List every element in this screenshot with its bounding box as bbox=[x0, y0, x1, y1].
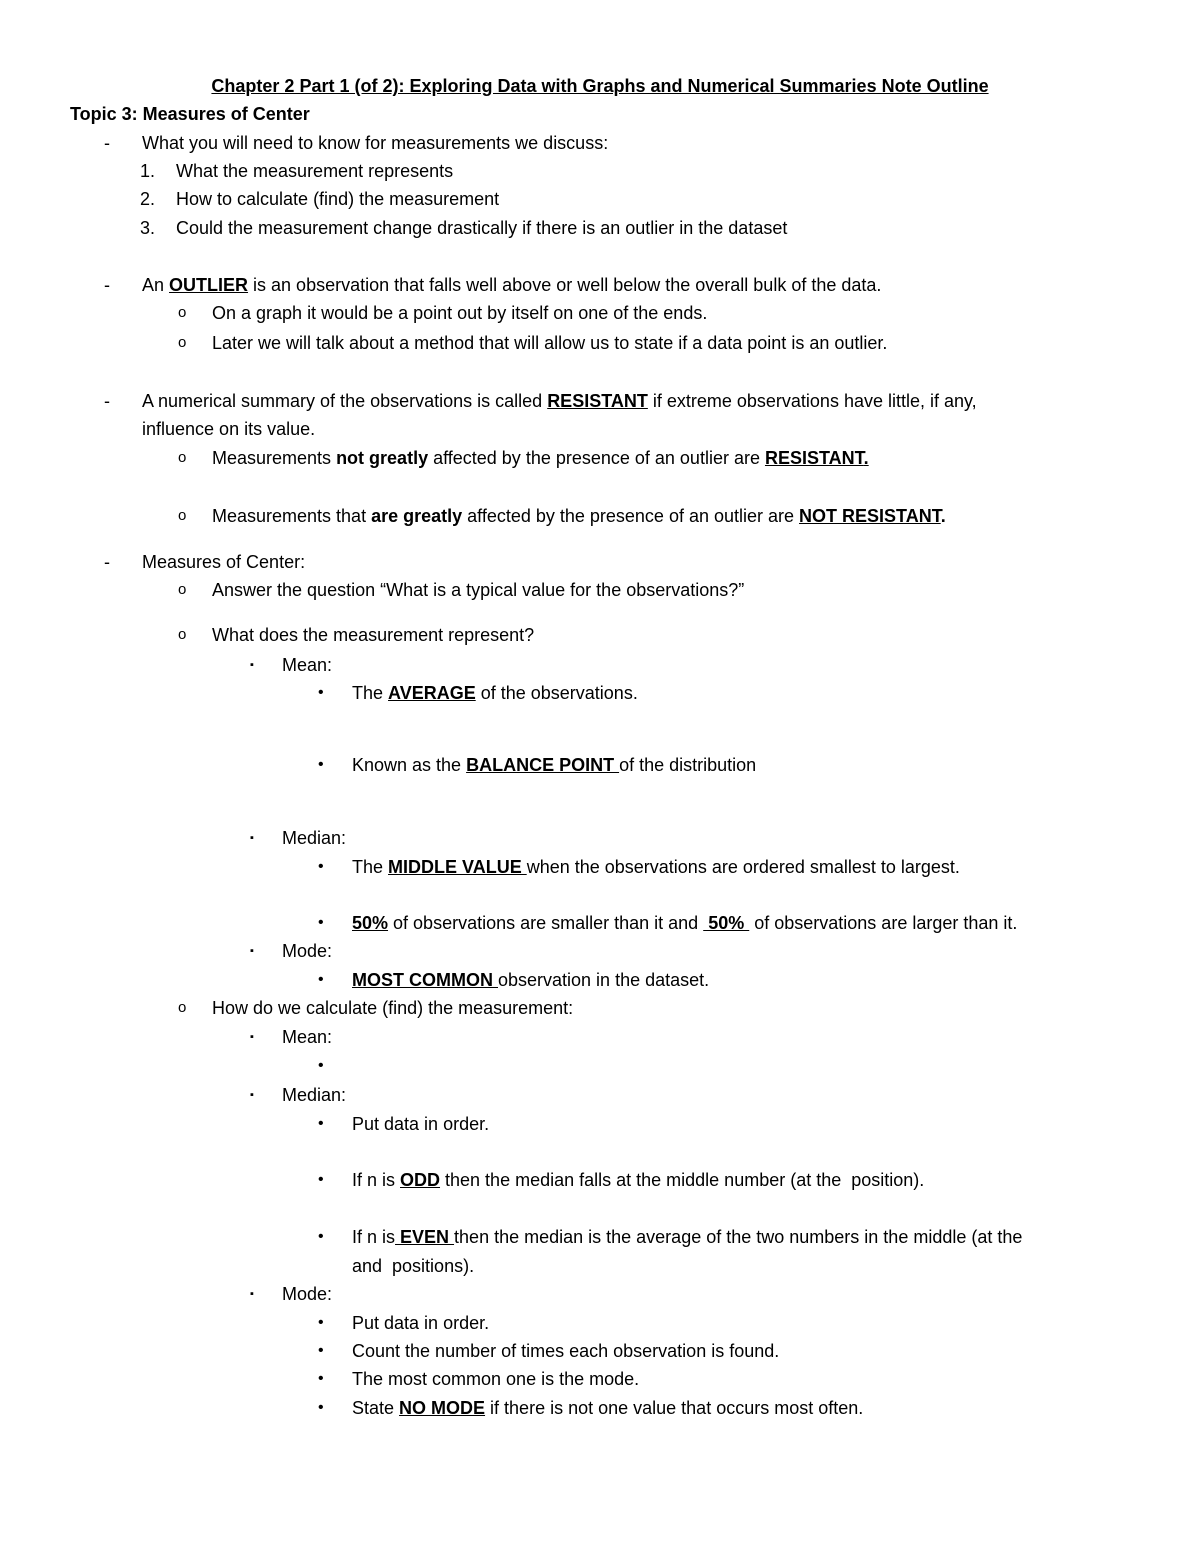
number-marker: 3. bbox=[140, 218, 156, 238]
o-bullet: o bbox=[178, 449, 187, 466]
o-bullet: o bbox=[178, 507, 187, 524]
dash-marker: - bbox=[104, 133, 110, 153]
dot-bullet: • bbox=[318, 1370, 324, 1387]
know-item-2: How to calculate (find) the measurement bbox=[176, 189, 500, 209]
calc-median-label: Median: bbox=[282, 1085, 347, 1105]
dot-bullet: • bbox=[318, 1115, 324, 1132]
dot-bullet: • bbox=[318, 971, 324, 988]
dot-bullet: • bbox=[318, 1399, 324, 1416]
dash-marker: - bbox=[104, 552, 110, 572]
median-fifty-percent: 50% of observations are smaller than it and 50% of observations are larger than it. bbox=[352, 913, 1018, 933]
mean-average: The AVERAGE of the observations. bbox=[352, 683, 638, 703]
document-title: Chapter 2 Part 1 (of 2): Exploring Data with Graphs and Numerical Summaries Note Outline bbox=[211, 76, 989, 96]
dot-bullet: • bbox=[318, 914, 324, 931]
median-label: Median: bbox=[282, 828, 347, 848]
calc-median-even-cont: and positions). bbox=[352, 1256, 475, 1276]
o-bullet: o bbox=[178, 581, 187, 598]
know-item-1: What the measurement represents bbox=[176, 161, 454, 181]
mode-label: Mode: bbox=[282, 941, 333, 961]
square-bullet: ▪ bbox=[250, 1288, 254, 1300]
square-bullet: ▪ bbox=[250, 1031, 254, 1043]
median-middle-value: The MIDDLE VALUE when the observations are ordered smallest to largest. bbox=[352, 857, 960, 877]
square-bullet: ▪ bbox=[250, 659, 254, 671]
mode-most-common: MOST COMMON observation in the dataset. bbox=[352, 970, 710, 990]
calc-median-even: If n is EVEN then the median is the average of the two numbers in the middle (at the bbox=[352, 1227, 1023, 1247]
o-bullet: o bbox=[178, 304, 187, 321]
resistant-note-1: Measurements not greatly affected by the presence of an outlier are RESISTANT. bbox=[212, 448, 869, 468]
know-item-3: Could the measurement change drastically if there is an outlier in the dataset bbox=[176, 218, 788, 238]
outlier-term: OUTLIER bbox=[169, 275, 249, 295]
calc-mean-label: Mean: bbox=[282, 1027, 333, 1047]
outlier-definition: An OUTLIER is an observation that falls well above or well below the overall bulk of the data. bbox=[142, 275, 882, 295]
number-marker: 2. bbox=[140, 189, 156, 209]
mean-balance-point: Known as the BALANCE POINT of the distribution bbox=[352, 755, 757, 775]
represent-heading: What does the measurement represent? bbox=[212, 625, 535, 645]
square-bullet: ▪ bbox=[250, 945, 254, 957]
topic-heading: Topic 3: Measures of Center bbox=[70, 104, 310, 124]
outlier-note-1: On a graph it would be a point out by itself on one of the ends. bbox=[212, 303, 708, 323]
square-bullet: ▪ bbox=[250, 1089, 254, 1101]
resistant-term: RESISTANT bbox=[547, 391, 648, 411]
square-bullet: ▪ bbox=[250, 832, 254, 844]
calc-mode-step-3: The most common one is the mode. bbox=[352, 1369, 640, 1389]
o-bullet: o bbox=[178, 626, 187, 643]
calc-mode-label: Mode: bbox=[282, 1284, 333, 1304]
mean-label: Mean: bbox=[282, 655, 333, 675]
dot-bullet: • bbox=[318, 1228, 324, 1245]
dot-bullet: • bbox=[318, 684, 324, 701]
calc-median-odd: If n is ODD then the median falls at the middle number (at the position). bbox=[352, 1170, 925, 1190]
resistant-definition: A numerical summary of the observations is called RESISTANT if extreme observations have little, if any, bbox=[142, 391, 977, 411]
dash-marker: - bbox=[104, 275, 110, 295]
outlier-note-2: Later we will talk about a method that will allow us to state if a data point is an outlier. bbox=[212, 333, 888, 353]
dot-bullet: • bbox=[318, 1057, 324, 1074]
dot-bullet: • bbox=[318, 1342, 324, 1359]
dot-bullet: • bbox=[318, 756, 324, 773]
dot-bullet: • bbox=[318, 1314, 324, 1331]
resistant-definition-cont: influence on its value. bbox=[142, 419, 316, 439]
dot-bullet: • bbox=[318, 1171, 324, 1188]
calc-mode-step-1: Put data in order. bbox=[352, 1313, 490, 1333]
o-bullet: o bbox=[178, 999, 187, 1016]
dash-marker: - bbox=[104, 391, 110, 411]
dot-bullet: • bbox=[318, 858, 324, 875]
know-intro: What you will need to know for measurements we discuss: bbox=[142, 133, 609, 153]
center-question: Answer the question “What is a typical value for the observations?” bbox=[212, 580, 745, 600]
o-bullet: o bbox=[178, 334, 187, 351]
calc-mode-step-4: State NO MODE if there is not one value that occurs most often. bbox=[352, 1398, 864, 1418]
center-heading: Measures of Center: bbox=[142, 552, 306, 572]
calc-median-step-1: Put data in order. bbox=[352, 1114, 490, 1134]
calc-mode-step-2: Count the number of times each observation is found. bbox=[352, 1341, 780, 1361]
calc-heading: How do we calculate (find) the measurement: bbox=[212, 998, 574, 1018]
resistant-note-2: Measurements that are greatly affected by the presence of an outlier are NOT RESISTANT. bbox=[212, 506, 946, 526]
number-marker: 1. bbox=[140, 161, 156, 181]
